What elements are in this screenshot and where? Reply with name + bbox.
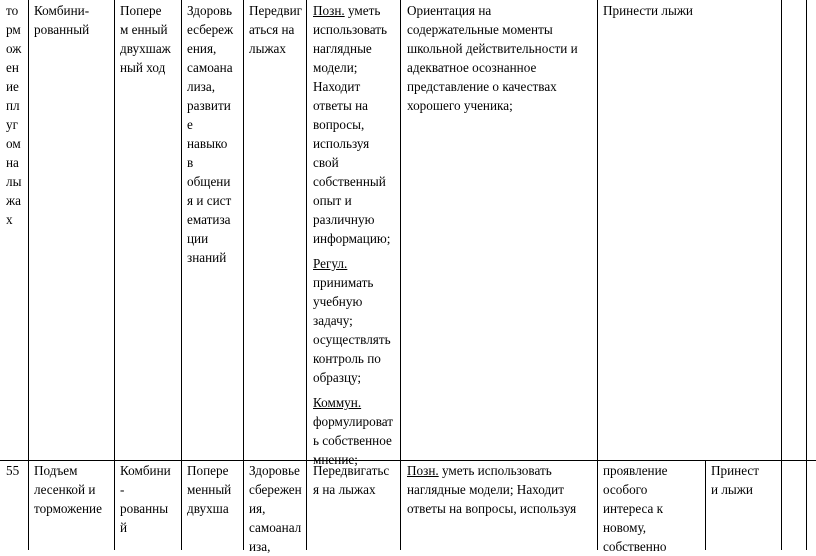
column-divider [806, 460, 807, 550]
regulatory-label: Регул. [313, 256, 348, 271]
lesson-type-cell: Комбини- рованный [34, 3, 90, 37]
column-divider [597, 460, 598, 550]
cognitive-label: Позн. [407, 463, 439, 478]
lesson-content-cell: Попере менный двухша [187, 463, 232, 516]
column-divider [806, 0, 807, 460]
column-divider [306, 0, 307, 460]
metasubject-results-cell: Позн. уметь использовать наглядные модели; Находит ответы на вопросы, используя [407, 463, 577, 516]
column-divider [705, 460, 706, 550]
subject-results-cell: Передвиг аться на лыжах [249, 3, 303, 56]
lesson-topic-cell: то рм ож ен ие пл уг ом на лы жа х [6, 3, 22, 227]
column-divider [781, 460, 782, 550]
technologies-cell: Здоровь есбереж ения, самоана лиза, развити е навыко в общени я и сист ематиза ции знаний [187, 3, 234, 265]
lesson-number-cell: 55 [6, 463, 20, 478]
lesson-content-cell: Попере м енный двухшаж ный ход [120, 3, 171, 75]
column-divider [306, 460, 307, 550]
communicative-label: Коммун. [313, 395, 362, 410]
column-divider [243, 0, 244, 460]
cognitive-label: Позн. [313, 3, 345, 18]
personal-results-cell: проявление особого интереса к новому, собственно [603, 463, 668, 554]
column-divider [781, 0, 782, 460]
column-divider [114, 460, 115, 550]
column-divider [181, 0, 182, 460]
column-divider [597, 0, 598, 460]
column-divider [28, 0, 29, 460]
column-divider [400, 460, 401, 550]
subject-results-cell: Передвигатьс я на лыжах [313, 463, 390, 497]
lesson-topic-cell: Подъем лесенкой и торможение [34, 463, 102, 516]
column-divider [400, 0, 401, 460]
column-divider [28, 460, 29, 550]
personal-results-cell: Ориентация на содержательные моменты школьной действительности и адекватное осознанное представление о качествах хорошего ученика; [407, 3, 578, 113]
technologies-cell: Здоровье сбережен ия, самоанал иза, [249, 463, 302, 554]
homework-cell: Принести лыжи [603, 3, 693, 18]
homework-cell: Принест и лыжи [711, 463, 760, 497]
lesson-type-cell: Комбини - рованны й [120, 463, 171, 535]
column-divider [114, 0, 115, 460]
column-divider [243, 460, 244, 550]
column-divider [181, 460, 182, 550]
metasubject-results-cell: Позн. уметь использовать наглядные модели; Находит ответы на вопросы, используя свой собственный опыт и различную информацию; Регул. принимать учебную задачу; осуществлять контроль по образцу; Коммун. формулироват ь собственное мнение; [313, 3, 394, 467]
